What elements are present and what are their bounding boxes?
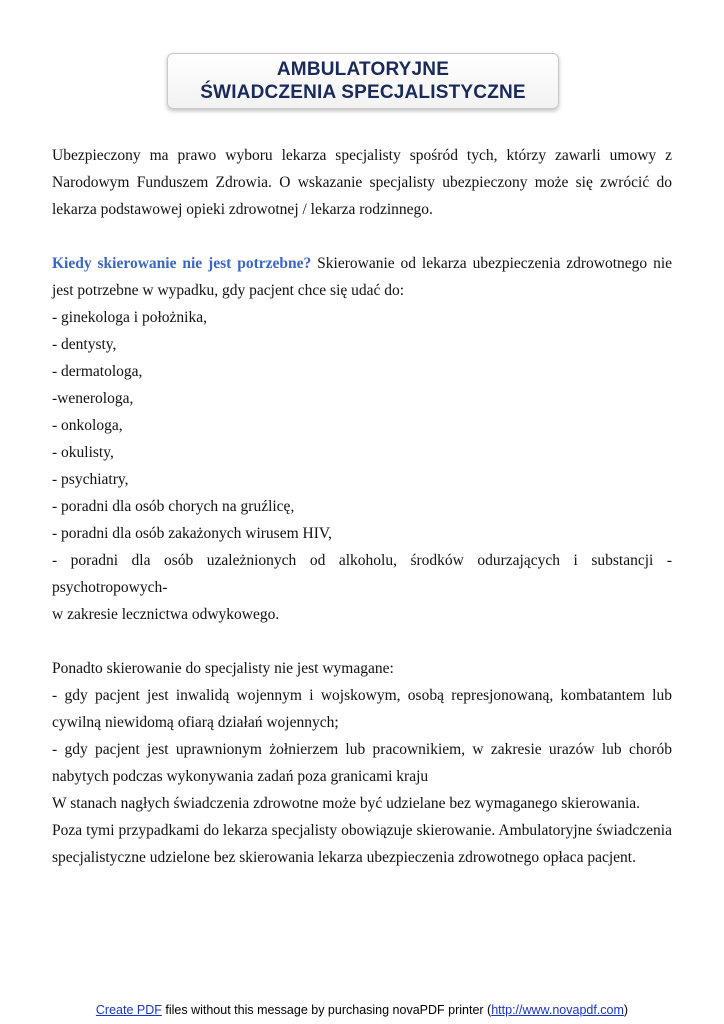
list-item: - onkologa, [52, 417, 123, 434]
question-heading: Kiedy skierowanie nie jest potrzebne? [52, 255, 312, 272]
list-item: - poradni dla osób zakażonych wirusem HIV, [52, 525, 332, 542]
list-item: - dermatologa, [52, 363, 143, 380]
specialist-list [52, 304, 672, 628]
footer-end: ) [623, 1003, 629, 1017]
list-item: - okulisty, [52, 444, 114, 461]
additional-item: - gdy pacjent jest uprawnionym żołnierzem lub pracownikiem, w zakresie urazów lub chorób nabytych podczas wykonywania zadań poza granicami kraju [52, 741, 672, 785]
title-line-2: ŚWIADCZENIA SPECJALISTYCZNE [200, 82, 526, 103]
list-item: - psychiatry, [52, 471, 129, 488]
create-pdf-link[interactable]: Create PDF [95, 1003, 162, 1017]
emergency-note: W stanach nagłych świadczenia zdrowotne może być udzielane bez wymaganego skierowania. [52, 795, 641, 812]
question-paragraph [52, 250, 672, 304]
list-item-addiction: - poradni dla osób uzależnionych od alkoholu, środków odurzających i substancji - psychotropowych- [52, 552, 672, 596]
question-text: Skierowanie od lekarza ubezpieczenia zdrowotnego nie jest potrzebne w wypadku, gdy pacjent chce się udać do: [52, 255, 673, 299]
list-item: -wenerologa, [52, 390, 134, 407]
list-item: - dentysty, [52, 336, 117, 353]
intro-paragraph: Ubezpieczony ma prawo wyboru lekarza specjalisty spośród tych, którzy zawarli umowy z Narodowym Funduszem Zdrowia. O wskazanie specjalisty ubezpieczony może się zwrócić do lekarza podstawowej opieki zdrowotnej / lekarza rodzinnego. [52, 147, 672, 218]
title-line-1: AMBULATORYJNE [276, 59, 450, 80]
additional-item: - gdy pacjent jest inwalidą wojennym i wojskowym, osobą represjonowaną, kombatantem lub cywilną niewidomą ofiarą działań wojennych; [52, 687, 672, 731]
list-item: - ginekologa i położnika, [52, 309, 207, 326]
document-body [52, 142, 672, 871]
list-item: - poradni dla osób chorych na gruźlicę, [52, 498, 295, 515]
pdf-footer [0, 1003, 724, 1017]
list-item-addiction-tail: w zakresie lecznictwa odwykowego. [52, 606, 280, 623]
closing-paragraph: Poza tymi przypadkami do lekarza specjalisty obowiązuje skierowanie. Ambulatoryjne świadczenia specjalistyczne udzielone bez skierowania lekarza ubezpieczenia zdrowotnego opłaca pacjent. [52, 822, 672, 866]
title-banner [167, 53, 559, 109]
novapdf-link[interactable]: http://www.novapdf.com [491, 1003, 624, 1017]
footer-text: files without this message by purchasing novaPDF printer ( [161, 1003, 492, 1017]
additional-intro: Ponadto skierowanie do specjalisty nie jest wymagane: [52, 660, 394, 677]
